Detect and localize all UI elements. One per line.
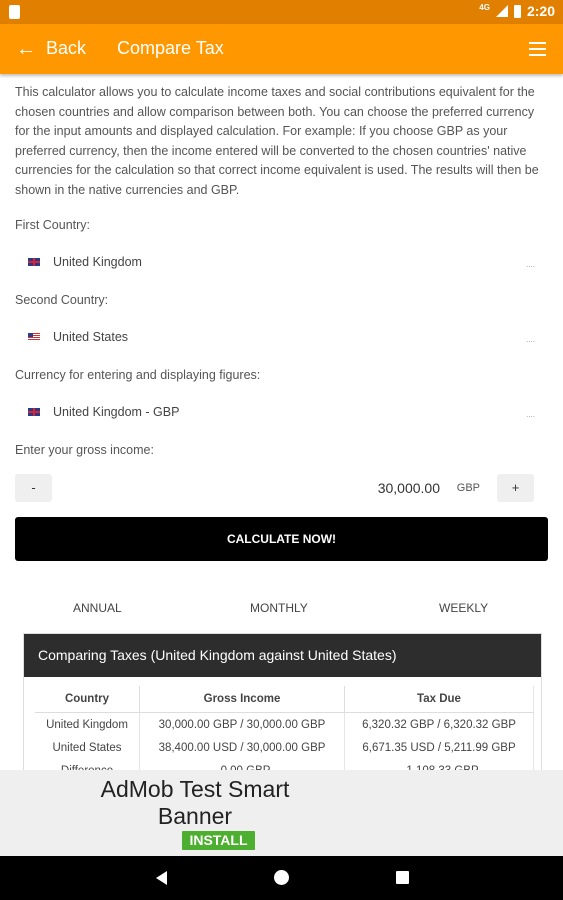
dropdown-caret-icon: ....	[526, 335, 535, 344]
second-country-value: United States	[53, 330, 129, 344]
install-button[interactable]: INSTALL	[182, 831, 255, 850]
increase-button[interactable]: +	[497, 474, 534, 502]
table-cell: 6,320.32 GBP / 6,320.32 GBP	[345, 713, 534, 737]
system-nav-bar	[0, 856, 563, 900]
hamburger-menu-icon[interactable]	[529, 42, 546, 56]
table-cell: United Kingdom	[35, 713, 140, 737]
page-title: Compare Tax	[117, 38, 224, 58]
uk-flag-icon	[28, 408, 40, 416]
result-title: Comparing Taxes (United Kingdom against United States)	[24, 634, 541, 677]
income-label: Enter your gross income:	[15, 443, 154, 457]
column-header: Country	[35, 686, 140, 713]
ad-banner[interactable]	[0, 770, 563, 856]
intro-text: This calculator allows you to calculate income taxes and social contributions equivalent for the chosen countries and allow comparison between both. You can choose the preferred currency for the input amounts and displayed calculation. For example: If you choose GBP as your preferred currency, then the income entered will be converted to the chosen countries' native currencies for the calculation so that correct income equivalent is used. The results will then be shown in the native currencies and GBP.	[15, 85, 539, 197]
table-header-row	[35, 686, 534, 713]
income-stepper	[15, 474, 548, 504]
income-currency: GBP	[456, 482, 480, 494]
column-header: Gross Income	[140, 686, 345, 713]
nav-home-icon[interactable]	[274, 870, 289, 885]
tab-weekly[interactable]: WEEKLY	[439, 601, 489, 615]
table-cell: United States	[35, 736, 140, 759]
second-country-select[interactable]	[15, 320, 548, 354]
app-bar	[0, 24, 563, 74]
table-cell: 30,000.00 GBP / 30,000.00 GBP	[140, 713, 345, 737]
tab-monthly[interactable]: MONTHLY	[250, 601, 308, 615]
currency-select[interactable]	[15, 395, 548, 429]
column-header: Tax Due	[345, 686, 534, 713]
currency-label: Currency for entering and displaying figures:	[15, 368, 261, 382]
decrease-button[interactable]: -	[15, 474, 52, 502]
table-row	[35, 736, 534, 759]
first-country-select[interactable]	[15, 245, 548, 279]
status-bar	[0, 0, 563, 24]
calculate-button[interactable]: CALCULATE NOW!	[15, 517, 548, 561]
arrow-left-icon: ←	[16, 37, 36, 60]
first-country-label: First Country:	[15, 218, 91, 232]
nav-back-icon[interactable]	[156, 871, 167, 885]
back-button[interactable]	[16, 38, 86, 59]
ad-text	[70, 776, 320, 830]
clock: 2:20	[526, 3, 555, 19]
sim-card-icon	[9, 5, 20, 19]
table-cell: 38,400.00 USD / 30,000.00 GBP	[140, 736, 345, 759]
uk-flag-icon	[28, 258, 40, 266]
dropdown-caret-icon: ....	[526, 260, 535, 269]
second-country-label: Second Country:	[15, 293, 109, 307]
table-row	[35, 713, 534, 737]
ad-line-2: Banner	[157, 803, 233, 829]
nav-recents-icon[interactable]	[396, 871, 409, 884]
dropdown-caret-icon: ....	[526, 410, 535, 419]
table-cell: 6,671.35 USD / 5,211.99 GBP	[345, 736, 534, 759]
signal-icon	[496, 5, 508, 17]
main-content	[0, 74, 563, 770]
income-input[interactable]: 30,000.00	[377, 480, 440, 496]
battery-icon	[514, 5, 521, 18]
network-type: 4G	[479, 2, 490, 12]
back-label: Back	[46, 38, 87, 58]
tab-annual[interactable]: ANNUAL	[73, 601, 122, 615]
result-table	[35, 686, 534, 782]
us-flag-icon	[28, 333, 40, 341]
ad-line-1: AdMob Test Smart	[100, 776, 290, 802]
result-card	[23, 633, 542, 785]
currency-value: United Kingdom - GBP	[53, 405, 180, 419]
first-country-value: United Kingdom	[53, 255, 142, 269]
